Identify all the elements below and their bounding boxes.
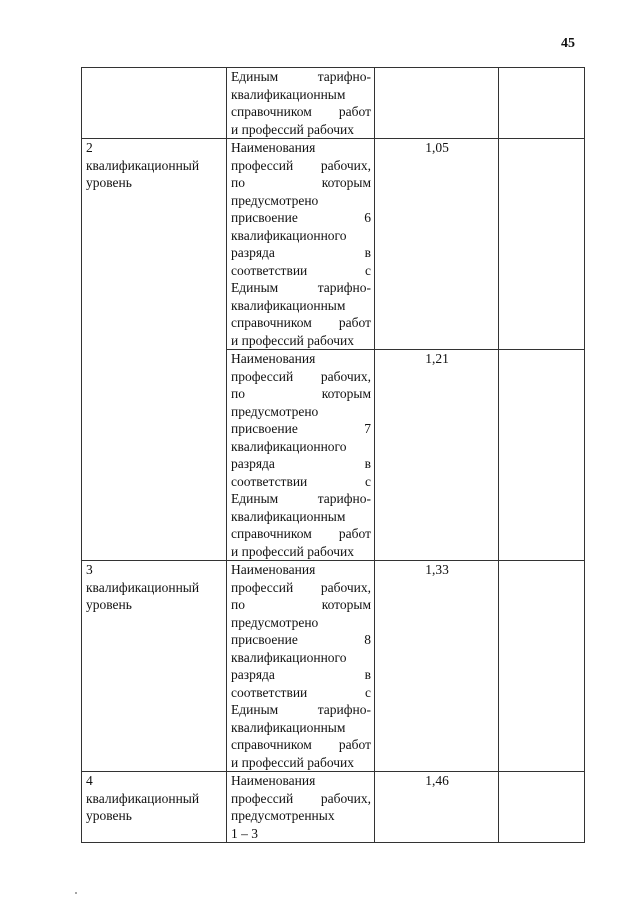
qualification-table-body <box>82 68 585 843</box>
description-line: справочником работ <box>231 104 371 119</box>
description-line: и профессий рабочих <box>231 121 354 137</box>
empty-cell <box>499 139 585 350</box>
description-line: Наименования <box>231 773 316 788</box>
qualification-level-cell <box>82 772 227 843</box>
table-row <box>82 772 585 843</box>
description-line: и профессий рабочих <box>231 332 354 348</box>
coefficient-cell <box>375 68 499 139</box>
qualification-level-cell <box>82 139 227 561</box>
coefficient-cell: 1,46 <box>375 772 499 843</box>
table-row <box>82 68 585 139</box>
description-line: присвоение 7 <box>231 421 371 436</box>
description-line: квалификационным <box>231 86 346 102</box>
empty-cell <box>499 68 585 139</box>
qualification-level-line: 4 <box>86 773 93 788</box>
description-line: разряда в <box>231 667 371 682</box>
description-line: разряда в <box>231 245 371 260</box>
description-line: Наименования <box>231 140 316 155</box>
description-line: разряда в <box>231 456 371 471</box>
description-line: 1 – 3 <box>231 825 258 841</box>
qualification-level-line: квалификационный <box>86 790 200 806</box>
description-line: квалификационного <box>231 438 347 454</box>
description-line: предусмотренных <box>231 808 335 823</box>
empty-cell <box>499 561 585 772</box>
profession-description-cell <box>227 350 375 561</box>
description-line: присвоение 8 <box>231 632 371 647</box>
coefficient-cell: 1,33 <box>375 561 499 772</box>
coefficient-cell: 1,05 <box>375 139 499 350</box>
description-line: справочником работ <box>231 315 371 330</box>
description-line: и профессий рабочих <box>231 543 354 559</box>
profession-description-cell <box>227 139 375 350</box>
description-line: Единым тарифно- <box>231 69 371 84</box>
description-line: по которым <box>231 386 371 401</box>
profession-description-cell <box>227 561 375 772</box>
description-line: предусмотрено <box>231 403 319 419</box>
scan-speck <box>75 892 77 894</box>
qualification-level-line: квалификационный <box>86 579 200 595</box>
qualification-level-line: уровень <box>86 808 132 823</box>
description-line: Наименования <box>231 351 316 366</box>
description-line: соответствии с <box>231 684 371 700</box>
description-line: профессий рабочих, <box>231 368 371 384</box>
description-line: квалификационным <box>231 508 346 524</box>
empty-cell <box>499 772 585 843</box>
description-line: справочником работ <box>231 526 371 541</box>
description-line: профессий рабочих, <box>231 790 371 806</box>
qualification-level-cell <box>82 68 227 139</box>
coefficient-cell: 1,21 <box>375 350 499 561</box>
description-line: профессий рабочих, <box>231 157 371 173</box>
page-number: 45 <box>561 36 575 51</box>
table-row <box>82 139 585 350</box>
description-line: по которым <box>231 597 371 612</box>
table-row <box>82 561 585 772</box>
description-line: по которым <box>231 175 371 190</box>
qualification-level-line: уровень <box>86 597 132 612</box>
description-line: квалификационного <box>231 227 347 243</box>
description-line: профессий рабочих, <box>231 579 371 595</box>
description-line: справочником работ <box>231 737 371 752</box>
description-line: присвоение 6 <box>231 210 371 225</box>
qualification-level-line: 2 <box>86 140 93 155</box>
description-line: предусмотрено <box>231 614 319 630</box>
description-line: и профессий рабочих <box>231 754 354 770</box>
description-line: Единым тарифно- <box>231 280 371 295</box>
qualification-table <box>81 67 585 843</box>
description-line: соответствии с <box>231 473 371 489</box>
qualification-level-line: 3 <box>86 562 93 577</box>
description-line: квалификационным <box>231 719 346 735</box>
description-line: квалификационного <box>231 649 347 665</box>
qualification-level-line: уровень <box>86 175 132 190</box>
description-line: Единым тарифно- <box>231 491 371 506</box>
description-line: соответствии с <box>231 262 371 278</box>
profession-description-cell <box>227 772 375 843</box>
description-line: предусмотрено <box>231 192 319 208</box>
description-line: Единым тарифно- <box>231 702 371 717</box>
profession-description-cell <box>227 68 375 139</box>
qualification-level-cell <box>82 561 227 772</box>
qualification-level-line: квалификационный <box>86 157 200 173</box>
empty-cell <box>499 350 585 561</box>
description-line: квалификационным <box>231 297 346 313</box>
description-line: Наименования <box>231 562 316 577</box>
